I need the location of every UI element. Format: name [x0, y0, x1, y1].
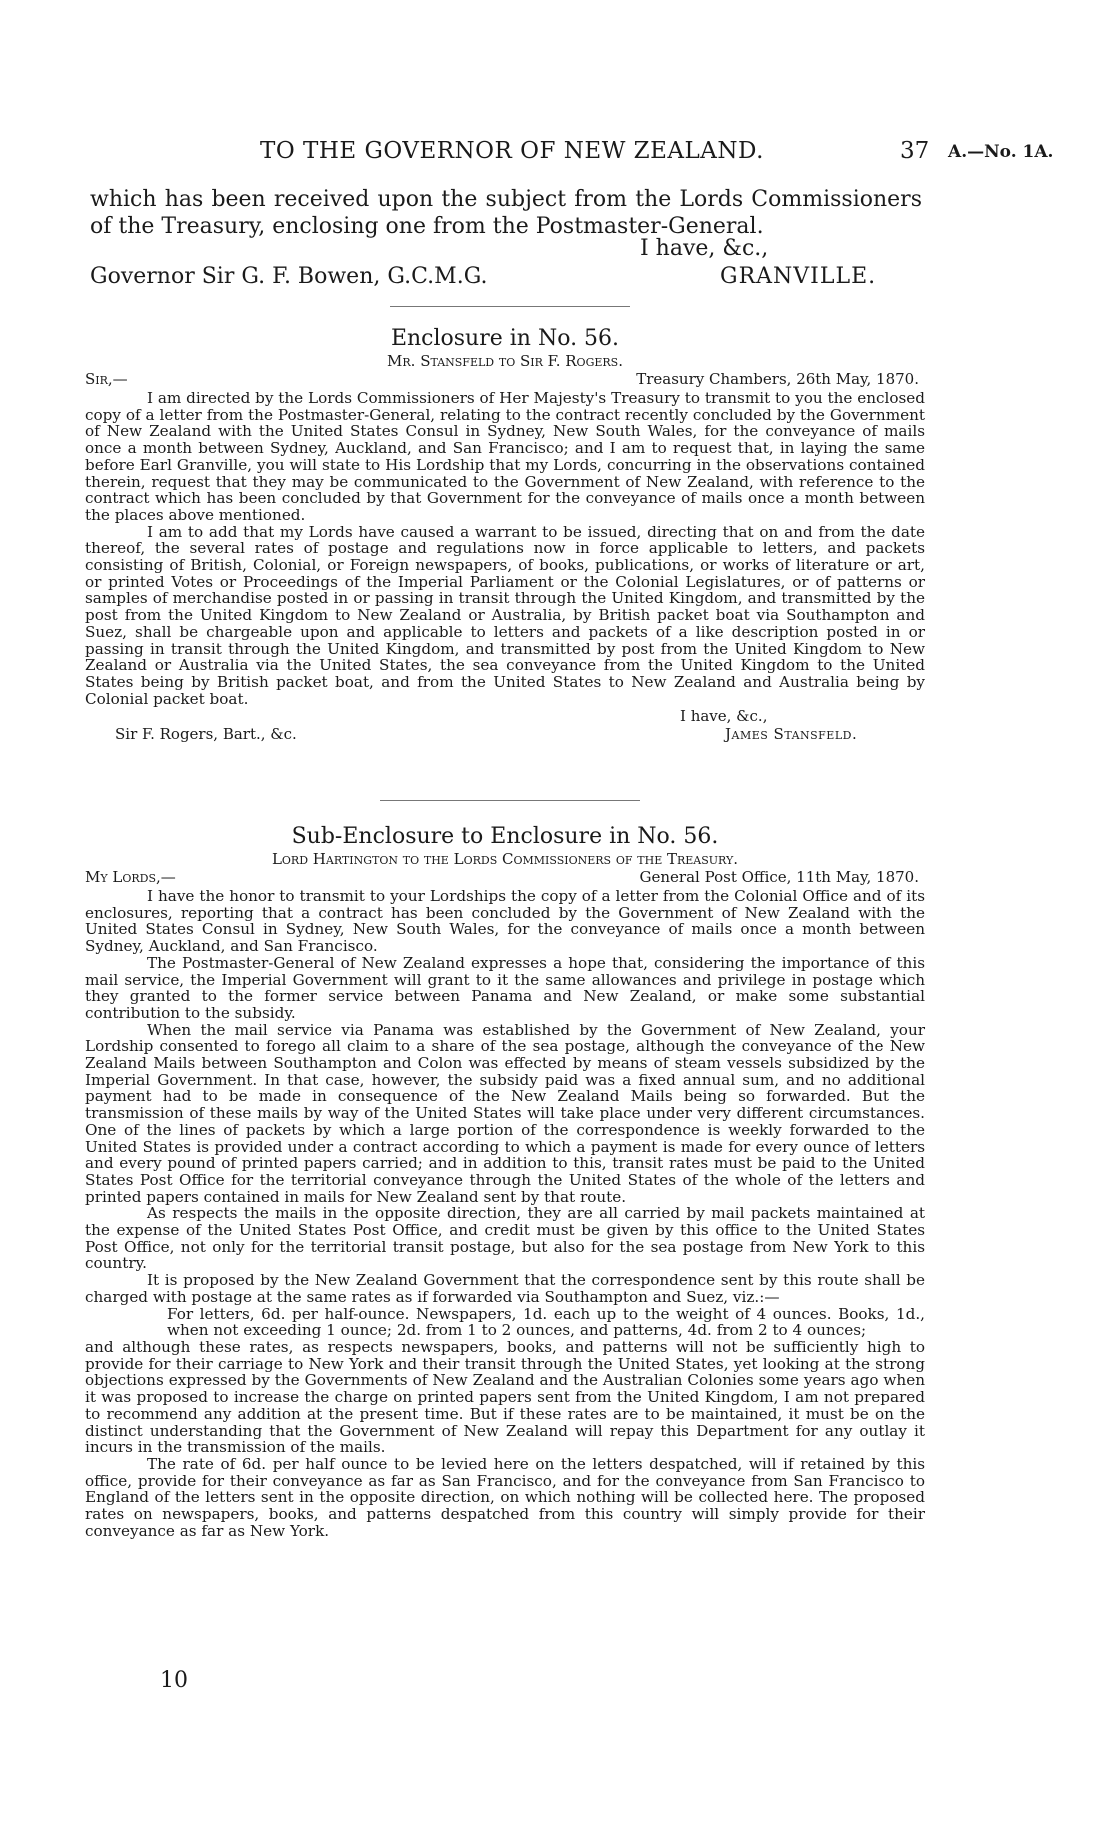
enclosure-i-have: I have, &c., — [680, 707, 768, 726]
sub-enclosure-title: Sub-Enclosure to Enclosure in No. 56. — [291, 824, 719, 849]
header-title: TO THE GOVERNOR OF NEW ZEALAND. — [260, 138, 764, 164]
page-number: 37 — [900, 138, 930, 164]
enclosure-paragraph: I am to add that my Lords have caused a warrant to be issued, directing that on and from the date thereof, the several rates of postage and regulations now in force applicable to letters, and packets consisting of British, Colonial, or Foreign newspapers, of books, publications, or works of literature or art, or printed Votes or Proceedings of the Imperial Parliament or the Colonial Legislatures, or of patterns or samples of merchandise posted in or passing in transit through the United Kingdom, and transmitted by the post from the United Kingdom to New Zealand or Australia, by British packet boat via Southampton and Suez, shall be chargeable upon and applicable to letters and packets of a like description posted in or passing in transit through the United Kingdom, and transmitted by post from the United Kingdom to New Zealand or Australia via the United States, the sea conveyance from the United Kingdom to the United States being by British packet boat, and from the United States to New Zealand and Australia being by Colonial packet boat. — [85, 522, 925, 708]
sub-enclosure-salutation: My Lords,— — [85, 868, 176, 886]
intro-addressee: Governor Sir G. F. Bowen, G.C.M.G. — [90, 264, 488, 289]
sub-enclosure-paragraph: The Postmaster-General of New Zealand expresses a hope that, considering the importance of this mail service, the Imperial Government will grant to it the same allowances and privilege in postage which they granted to the former service between Panama and New Zealand, or make some substantial contribution to the subsidy. — [85, 953, 925, 1022]
intro-i-have: I have, &c., — [640, 236, 769, 261]
enclosure-paragraph: I am directed by the Lords Commissioners of Her Majesty's Treasury to transmit to you the enclosed copy of a letter from the Postmaster-General, relating to the contract recently concluded by the Government of New Zealand with the United States Consul in Sydney, New South Wales, for the conveyance of mails once a month between Sydney, Auckland, and San Francisco; and I am to request that, in laying the same before Earl Granville, you will state to His Lordship that my Lords, concurring in the observations contained therein, request that they may be communicated to the Government of New Zealand, with reference to the contract which has been concluded by that Government for the conveyance of mails once a month between the places above mentioned. — [85, 389, 925, 524]
running-header — [0, 138, 1114, 168]
enclosure-signature: James Stansfeld. — [725, 725, 858, 744]
sub-enclosure-place-date: General Post Office, 11th May, 1870. — [639, 868, 919, 886]
signature-mark: 10 — [160, 1668, 188, 1693]
sub-enclosure-paragraph: and although these rates, as respects newspapers, books, and patterns will not be sufficiently high to provide for their carriage to New York and their transit through the United States, yet looking at the strong objections expressed by the Governments of New Zealand and the Australian Colonies some years ago when it was proposed to increase the charge on printed papers sent from the United Kingdom, I am not prepared to recommend any addition at the present time. But if these rates are to be maintained, it must be on the distinct understanding that the Government of New Zealand will repay this Department for any outlay it incurs in the transmission of the mails. — [85, 1337, 925, 1457]
sub-enclosure-paragraph: As respects the mails in the opposite direction, they are all carried by mail packets maintained at the expense of the United States Post Office, and credit must be given by this office to the United States Post Office, not only for the territorial transit postage, but also for the sea postage from New York to this country. — [85, 1204, 925, 1273]
enclosure-title: Enclosure in No. 56. — [390, 326, 620, 351]
enclosure-place-date: Treasury Chambers, 26th May, 1870. — [636, 370, 919, 388]
sub-enclosure-paragraph: I have the honor to transmit to your Lordships the copy of a letter from the Colonial Office and of its enclosures, reporting that a contract has been concluded by the Government of New Zealand with the United States Consul in Sydney, New South Wales, for the conveyance of mails once a month between Sydney, Auckland, and San Francisco. — [85, 887, 925, 956]
sub-enclosure-salutation-row — [85, 868, 925, 888]
postage-rates: For letters, 6d. per half-ounce. Newspapers, 1d. each up to the weight of 4 ounces. Books, 1d., when not exceeding 1 ounce; 2d. from 1 to 2 ounces, and patterns, 4d. from 2 to 4 ounces; — [167, 1304, 925, 1340]
enclosure-subtitle: Mr. Stansfeld to Sir F. Rogers. — [387, 352, 623, 370]
enclosure-addressee: Sir F. Rogers, Bart., &c. — [115, 725, 297, 744]
enclosure-salutation: Sir,— — [85, 370, 128, 388]
enclosure-salutation-row — [85, 370, 925, 390]
enclosure-section — [85, 326, 925, 743]
sub-enclosure-section — [85, 824, 925, 1539]
intro-signature: GRANVILLE. — [720, 264, 877, 289]
intro-closing — [90, 236, 922, 292]
section-divider — [390, 306, 630, 307]
enclosure-closing — [85, 707, 925, 743]
document-reference: A.—No. 1A. — [948, 142, 1054, 162]
section-divider — [380, 800, 640, 801]
sub-enclosure-paragraph: When the mail service via Panama was established by the Government of New Zealand, your Lordship consented to forego all claim to a share of the sea postage, although the conveyance of the New Zealand Mails between Southampton and Colon was effected by means of steam vessels subsidized by the Imperial Government. In that case, however, the subsidy paid was a fixed annual sum, and no additional payment had to be made in consequence of the New Zealand Mails being so forwarded. But the transmission of these mails by way of the United States will take place under very different circumstances. One of the lines of packets by which a large portion of the correspondence is weekly forwarded to the United States is provided under a contract according to which a payment is made for every ounce of letters and every pound of printed papers carried; and in addition to this, transit rates must be paid to the United States Post Office for the territorial conveyance through the United States of the whole of the letters and printed papers contained in mails for New Zealand sent by that route. — [85, 1020, 925, 1206]
intro-paragraph: which has been received upon the subject from the Lords Commissioners of the Treasury, enclosing one from the Postmaster-General. — [90, 187, 922, 239]
sub-enclosure-subtitle: Lord Hartington to the Lords Commissioners of the Treasury. — [271, 850, 739, 868]
sub-enclosure-paragraph: The rate of 6d. per half ounce to be levied here on the letters despatched, will if retained by this office, provide for their conveyance as far as San Francisco, and for the conveyance from San Francisco to England of the letters sent in the opposite direction, on which nothing will be collected here. The proposed rates on newspapers, books, and patterns despatched from this country will simply provide for their conveyance as far as New York. — [85, 1454, 925, 1540]
sub-enclosure-paragraph: It is proposed by the New Zealand Government that the correspondence sent by this route shall be charged with postage at the same rates as if forwarded via Southampton and Suez, viz.:— — [85, 1271, 925, 1306]
